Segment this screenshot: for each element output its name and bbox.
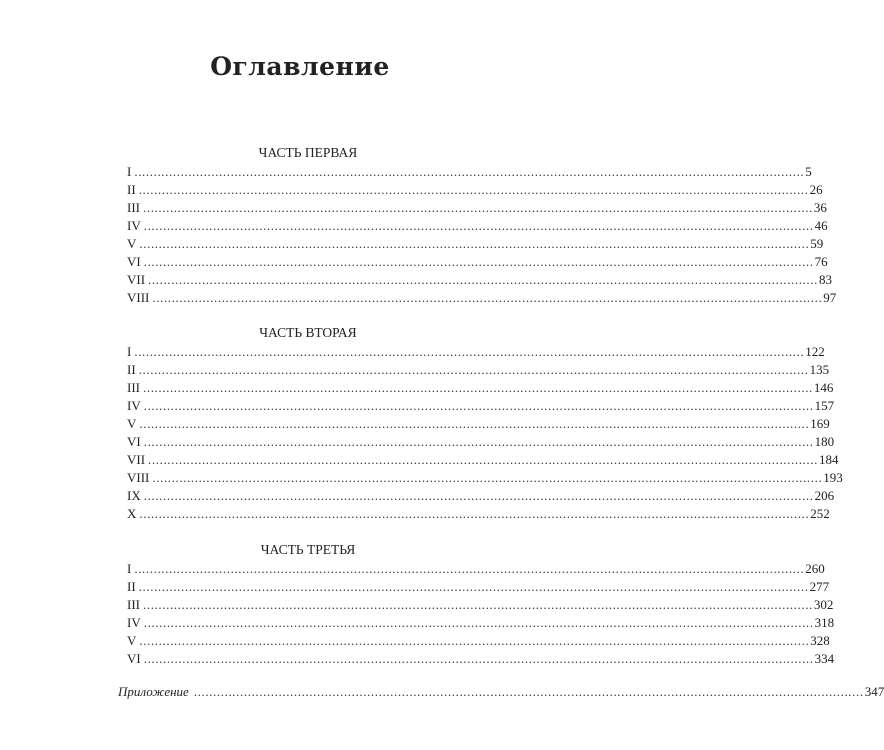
part-two	[127, 323, 843, 523]
page-number: 26	[809, 182, 823, 197]
toc-entry[interactable]	[127, 199, 827, 217]
toc-entry[interactable]	[127, 578, 830, 596]
toc-entry[interactable]	[127, 614, 835, 632]
toc-entry[interactable]	[127, 451, 839, 469]
part-heading: ЧАСТЬ ВТОРАЯ	[259, 325, 357, 340]
part-three-entries	[127, 560, 835, 668]
spacer	[127, 668, 489, 683]
chapter-number: IV	[127, 398, 141, 413]
page-number: 169	[810, 416, 830, 431]
toc-entry[interactable]	[127, 163, 812, 181]
page-number: 184	[818, 452, 839, 467]
part-heading: ЧАСТЬ ТРЕТЬЯ	[260, 542, 356, 557]
page-number: 97	[823, 290, 837, 305]
dot-leader	[134, 560, 804, 578]
page-number: 135	[809, 362, 830, 377]
dot-leader	[143, 596, 813, 614]
dot-leader	[139, 361, 809, 379]
dot-leader	[152, 289, 822, 307]
dot-leader	[143, 199, 813, 217]
dot-leader	[139, 235, 809, 253]
chapter-number: VIII	[127, 470, 150, 485]
page-number: 157	[814, 398, 835, 413]
chapter-number: II	[127, 579, 136, 594]
chapter-number: V	[127, 236, 137, 251]
part-two-entries	[127, 343, 843, 523]
toc-entry[interactable]	[127, 596, 834, 614]
dot-leader	[139, 415, 809, 433]
toc-entry[interactable]	[127, 217, 828, 235]
dot-leader	[144, 253, 814, 271]
chapter-number: I	[127, 164, 132, 179]
page-number: 206	[814, 488, 835, 503]
page-number: 122	[805, 344, 825, 359]
page-number: 347	[864, 684, 884, 699]
page-number: 260	[805, 561, 825, 576]
appendix-label: Приложение	[118, 684, 189, 699]
chapter-number: VII	[127, 452, 146, 467]
page-number: 180	[814, 434, 835, 449]
chapter-number: X	[127, 506, 137, 521]
dot-leader	[139, 632, 809, 650]
chapter-number: IX	[127, 488, 141, 503]
page-number: 302	[813, 597, 834, 612]
dot-leader	[152, 469, 822, 487]
page-number: 5	[805, 164, 812, 179]
toc-entry[interactable]	[127, 181, 823, 199]
chapter-number: II	[127, 362, 136, 377]
table-of-contents	[118, 143, 884, 701]
toc-entry[interactable]	[127, 650, 835, 668]
page-title: Оглавление	[210, 52, 390, 81]
toc-entry[interactable]	[127, 433, 835, 451]
page-number: 76	[814, 254, 828, 269]
spacer	[127, 523, 489, 540]
spacer	[127, 307, 489, 323]
chapter-number: IV	[127, 615, 141, 630]
page-number: 146	[813, 380, 834, 395]
page-number: 83	[818, 272, 832, 287]
toc-entry[interactable]	[127, 469, 843, 487]
part-one	[127, 143, 837, 307]
dot-leader	[143, 379, 813, 397]
toc-entry[interactable]	[127, 487, 835, 505]
toc-entry-appendix[interactable]	[118, 683, 884, 701]
chapter-number: IV	[127, 218, 141, 233]
page-number: 328	[810, 633, 830, 648]
dot-leader	[148, 451, 818, 469]
chapter-number: VI	[127, 434, 141, 449]
toc-entry[interactable]	[127, 343, 825, 361]
chapter-number: III	[127, 597, 140, 612]
dot-leader	[139, 505, 809, 523]
page-number: 36	[813, 200, 827, 215]
toc-entry[interactable]	[127, 289, 837, 307]
chapter-number: V	[127, 633, 137, 648]
chapter-number: VIII	[127, 290, 150, 305]
dot-leader	[144, 487, 814, 505]
dot-leader	[144, 614, 814, 632]
toc-entry[interactable]	[127, 379, 834, 397]
dot-leader	[144, 397, 814, 415]
chapter-number: V	[127, 416, 137, 431]
dot-leader	[192, 683, 864, 701]
toc-entry[interactable]	[127, 271, 832, 289]
chapter-number: VI	[127, 651, 141, 666]
chapter-number: II	[127, 182, 136, 197]
dot-leader	[148, 271, 818, 289]
chapter-number: I	[127, 344, 132, 359]
toc-entry[interactable]	[127, 235, 824, 253]
page-number: 334	[814, 651, 835, 666]
toc-entry[interactable]	[127, 505, 830, 523]
chapter-number: I	[127, 561, 132, 576]
toc-entry[interactable]	[127, 397, 835, 415]
toc-entry[interactable]	[127, 415, 830, 433]
page-number: 193	[823, 470, 843, 485]
dot-leader	[144, 650, 814, 668]
chapter-number: VI	[127, 254, 141, 269]
part-heading: ЧАСТЬ ПЕРВАЯ	[258, 145, 358, 160]
toc-entry[interactable]	[127, 361, 830, 379]
page-number: 252	[810, 506, 830, 521]
toc-entry[interactable]	[127, 632, 830, 650]
page-number: 318	[814, 615, 835, 630]
dot-leader	[144, 217, 814, 235]
chapter-number: VII	[127, 272, 146, 287]
chapter-number: III	[127, 200, 140, 215]
dot-leader	[134, 343, 804, 361]
toc-entry[interactable]	[127, 560, 825, 578]
part-three	[127, 540, 835, 668]
dot-leader	[139, 578, 809, 596]
chapter-number: III	[127, 380, 140, 395]
dot-leader	[134, 163, 804, 181]
dot-leader	[139, 181, 809, 199]
page-number: 59	[810, 236, 824, 251]
part-one-entries	[127, 163, 837, 307]
page-number: 46	[814, 218, 828, 233]
dot-leader	[144, 433, 814, 451]
toc-entry[interactable]	[127, 253, 828, 271]
page-number: 277	[809, 579, 830, 594]
